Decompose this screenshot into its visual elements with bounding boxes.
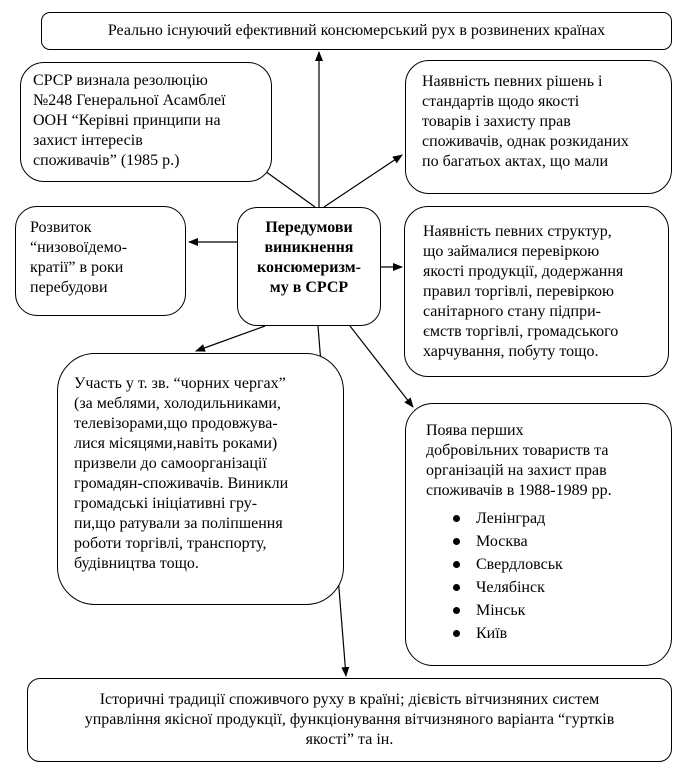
queues-line: призвели до самоорганізації xyxy=(74,455,267,472)
queues-line: громадські ініціативні гру- xyxy=(74,495,258,512)
structures-line: правил торгівлі, перевіркою xyxy=(423,283,615,300)
democracy-box xyxy=(15,206,186,316)
structures-line: харчування, побуту тощо. xyxy=(423,343,599,360)
city-list-item: Ленінград xyxy=(453,507,663,530)
societies-line: добровільних товариств та xyxy=(426,442,609,459)
societies-line: споживачів в 1988-1989 рр. xyxy=(426,482,612,499)
structures-line: санітарного стану підпри- xyxy=(423,303,601,320)
central-topic-line: му в СРСР xyxy=(269,279,349,296)
resolution-line: ООН “Керівні принципи на xyxy=(33,112,221,129)
democracy-line: перебудови xyxy=(30,279,108,296)
city-list-item: Київ xyxy=(453,622,663,645)
title-box xyxy=(41,12,672,50)
city-list-item: Москва xyxy=(453,530,663,553)
queues-line: (за меблями, холодильниками, xyxy=(74,395,281,412)
societies-line: організацій на захист прав xyxy=(426,462,607,479)
societies-line: Поява перших xyxy=(426,422,524,439)
resolution-line: споживачів” (1985 р.) xyxy=(33,152,180,169)
bottom-line: якості” та ін. xyxy=(305,731,394,748)
central-topic-box xyxy=(237,207,381,326)
queues-line: громадян-споживачів. Виникли xyxy=(74,475,289,492)
structures-line: ємств торгівлі, громадського xyxy=(423,323,619,340)
city-list-item: Челябінск xyxy=(453,576,663,599)
arrow-to-queues xyxy=(196,326,265,351)
resolution-line: №248 Генеральної Асамблеї xyxy=(33,92,226,109)
standards-box xyxy=(405,60,672,194)
city-list-item: Мінськ xyxy=(453,599,663,622)
standards-line: по багатьох актах, що мали xyxy=(422,153,609,170)
democracy-line: кратії” в роки xyxy=(30,259,124,276)
bottom-line: управління якісної продукції, функціонування вітчизняного варіанта “гуртків xyxy=(84,711,615,728)
structures-line: Наявність певних структур, xyxy=(423,223,612,240)
central-topic-line: консюмеризм- xyxy=(257,259,361,276)
queues-box xyxy=(57,353,344,605)
democracy-line: Розвиток xyxy=(30,219,92,236)
queues-line: лися місяцями,навіть роками) xyxy=(74,435,278,452)
bottom-box xyxy=(27,678,672,762)
city-list-item: Свердловськ xyxy=(453,553,663,576)
structures-line: якості продукції, додержання xyxy=(423,263,624,280)
resolution-box xyxy=(20,62,272,182)
societies-box xyxy=(405,403,672,666)
queues-line: будівництва тощо. xyxy=(74,555,199,572)
structures-box xyxy=(404,206,669,377)
bottom-line: Історичні традиції споживчого руху в країні; дієвість вітчизняних систем xyxy=(99,691,600,708)
standards-line: Наявність певних рішень і xyxy=(422,73,603,90)
queues-line: телевізорами,що продовжува- xyxy=(74,415,278,432)
structures-line: що займалися перевіркою xyxy=(423,243,600,260)
standards-line: товарів і захисту прав xyxy=(422,113,571,130)
queues-line: роботи торгівлі, транспорту, xyxy=(74,535,267,552)
title-text: Реально існуючий ефективний консюмерський рух в розвинених країнах xyxy=(107,22,606,39)
democracy-line: “низовоїдемо- xyxy=(30,239,128,256)
standards-line: стандартів щодо якості xyxy=(422,93,580,110)
resolution-line: захист інтересів xyxy=(33,132,143,149)
standards-line: споживачів, однак розкидaних xyxy=(422,133,629,150)
city-list xyxy=(426,507,663,645)
central-topic-line: виникнення xyxy=(264,239,354,256)
central-topic-line: Передумови xyxy=(265,219,353,236)
arrow-to-standards xyxy=(324,155,402,207)
resolution-line: СРСР визнала резолюцію xyxy=(33,72,208,89)
queues-line: пи,що ратували за поліпшення xyxy=(74,515,283,532)
queues-line: Участь у т. зв. “чорних чергах” xyxy=(74,375,286,392)
